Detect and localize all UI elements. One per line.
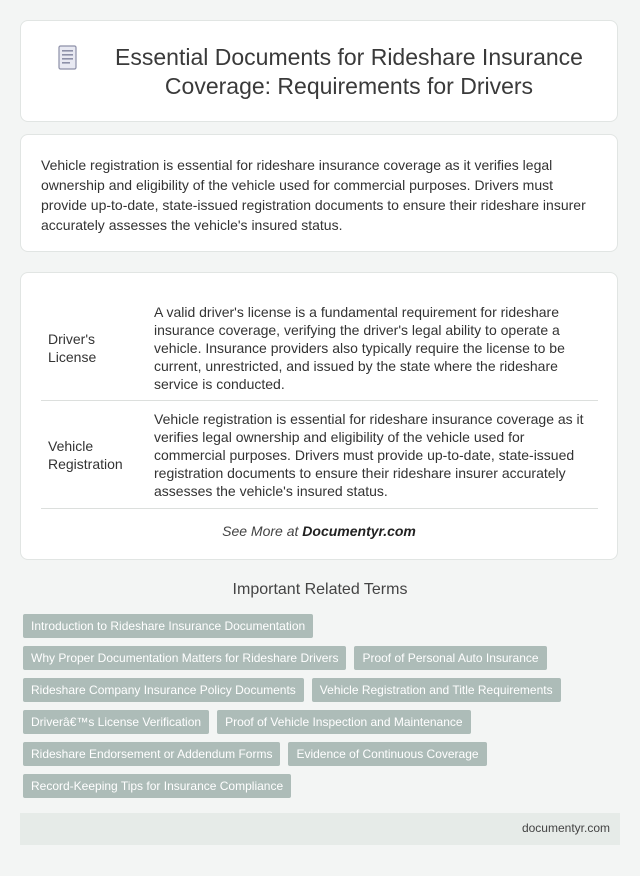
- title-card: [20, 20, 618, 122]
- related-term-tag[interactable]: Evidence of Continuous Coverage: [288, 742, 486, 766]
- tag-row: [23, 646, 623, 670]
- title-wrap: [57, 43, 597, 101]
- tag-row: [23, 742, 623, 766]
- tag-row: [23, 710, 623, 734]
- table-row: [41, 299, 598, 401]
- related-term-tag[interactable]: Introduction to Rideshare Insurance Documentation: [23, 614, 313, 638]
- related-term-tag[interactable]: Vehicle Registration and Title Requirements: [312, 678, 561, 702]
- row-key: Vehicle Registration: [41, 401, 154, 509]
- row-value: Vehicle registration is essential for rideshare insurance coverage as it verifies legal ownership and eligibility of the vehicle used for commercial purposes. Drivers must provide up-to-date, state-issued registration documents to ensure their rideshare insurer accurately assesses the vehicle's insured status.: [154, 401, 598, 509]
- related-term-tag[interactable]: Record-Keeping Tips for Insurance Compliance: [23, 774, 291, 798]
- see-more-link[interactable]: [21, 523, 617, 539]
- row-key: Driver's License: [41, 299, 154, 401]
- tag-row: [23, 774, 623, 798]
- table-row: [41, 401, 598, 509]
- related-term-tag[interactable]: Rideshare Endorsement or Addendum Forms: [23, 742, 280, 766]
- related-term-tag[interactable]: Proof of Vehicle Inspection and Maintenance: [217, 710, 471, 734]
- page-title: Essential Documents for Rideshare Insurance Coverage: Requirements for Drivers: [115, 44, 583, 99]
- footer-site-link[interactable]: documentyr.com: [521, 821, 610, 835]
- tag-row: [23, 678, 623, 702]
- related-term-tag[interactable]: Proof of Personal Auto Insurance: [354, 646, 546, 670]
- see-more-site[interactable]: Documentyr.com: [302, 523, 416, 539]
- intro-card: [20, 134, 618, 252]
- related-term-tag[interactable]: Driverâ€™s License Verification: [23, 710, 209, 734]
- tag-row: [23, 614, 623, 638]
- intro-paragraph: Vehicle registration is essential for rideshare insurance coverage as it verifies legal ownership and eligibility of the vehicle used for commercial purposes. Drivers must provide up-to-date, state-issued registration documents to ensure their rideshare insurer accurately assesses the vehicle's insured status.: [41, 157, 586, 233]
- related-term-tag[interactable]: Rideshare Company Insurance Policy Documents: [23, 678, 304, 702]
- row-value: A valid driver's license is a fundamental requirement for rideshare insurance coverage, verifying the driver's legal ability to operate a vehicle. Insurance providers also typically require the license to be current, unrestricted, and issued by the state where the rideshare service is conducted.: [154, 299, 598, 401]
- see-more-prefix: See More at: [222, 523, 303, 539]
- related-terms-heading: Important Related Terms: [232, 581, 408, 598]
- document-icon: [57, 45, 79, 71]
- related-term-tag[interactable]: Why Proper Documentation Matters for Rideshare Drivers: [23, 646, 346, 670]
- related-terms-list: [23, 614, 623, 806]
- footer: [20, 813, 620, 845]
- document-table: [41, 299, 598, 509]
- details-card: [20, 272, 618, 560]
